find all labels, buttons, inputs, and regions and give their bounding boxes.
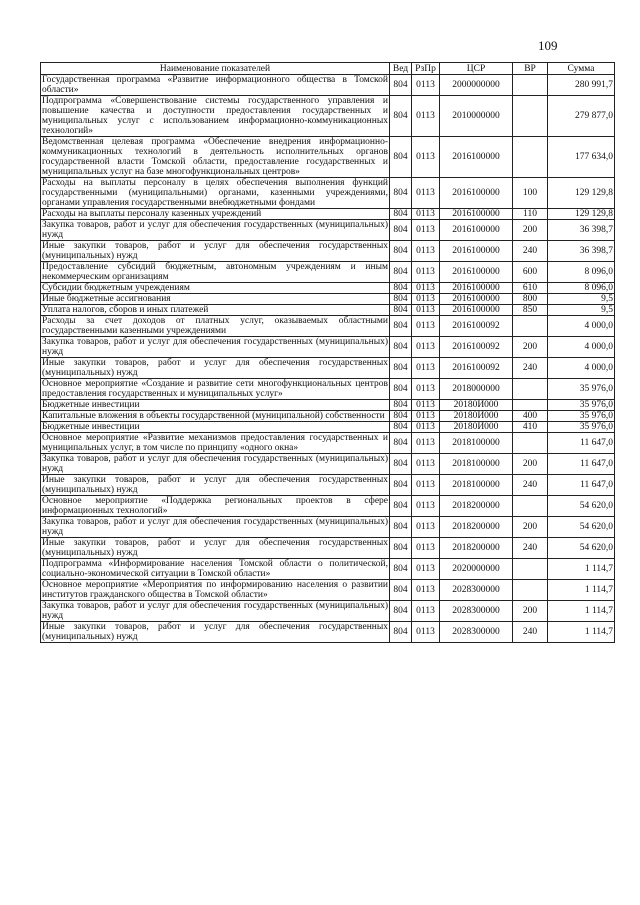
table-row (41, 538, 615, 559)
row-sum: 4 000,0 (548, 337, 615, 358)
row-sum: 54 620,0 (548, 496, 615, 517)
table-row (41, 209, 615, 220)
row-csr: 2018100000 (440, 475, 513, 496)
row-sum: 279 877,0 (548, 96, 615, 137)
row-ved: 804 (390, 433, 412, 454)
table-row (41, 283, 615, 294)
row-rzpr: 0113 (412, 283, 440, 294)
row-vr: 200 (513, 220, 548, 241)
row-rzpr: 0113 (412, 400, 440, 411)
table-row (41, 178, 615, 209)
row-vr (513, 559, 548, 580)
row-vr (513, 75, 548, 96)
row-vr: 200 (513, 454, 548, 475)
row-vr: 200 (513, 337, 548, 358)
row-sum: 177 634,0 (548, 137, 615, 178)
row-vr: 100 (513, 178, 548, 209)
row-rzpr: 0113 (412, 496, 440, 517)
row-rzpr: 0113 (412, 209, 440, 220)
table-row (41, 454, 615, 475)
row-sum: 1 114,7 (548, 580, 615, 601)
row-ved: 804 (390, 220, 412, 241)
header-vr: ВР (513, 63, 548, 75)
row-rzpr: 0113 (412, 305, 440, 316)
row-sum: 4 000,0 (548, 316, 615, 337)
table-header-row (41, 63, 615, 75)
row-ved: 804 (390, 358, 412, 379)
row-name: Основное мероприятие «Развитие механизмов предоставления государственных и муниципальных услуг, в том числе по принципу «одного окна» (42, 433, 388, 453)
row-name: Расходы на выплаты персоналу казенных учреждений (41, 209, 390, 220)
row-ved: 804 (390, 294, 412, 305)
header-name: Наименование показателей (41, 63, 390, 75)
row-name: Закупка товаров, работ и услуг для обеспечения государственных (муниципальных) нужд (42, 220, 388, 240)
row-vr: 410 (513, 422, 548, 433)
row-csr: 2028300000 (440, 580, 513, 601)
table-row (41, 137, 615, 178)
row-vr (513, 379, 548, 400)
row-sum: 8 096,0 (548, 283, 615, 294)
row-rzpr: 0113 (412, 538, 440, 559)
row-vr: 240 (513, 538, 548, 559)
row-name: Закупка товаров, работ и услуг для обеспечения государственных (муниципальных) нужд (42, 337, 388, 357)
row-name: Субсидии бюджетным учреждениям (41, 283, 390, 294)
row-sum: 35 976,0 (548, 422, 615, 433)
row-ved: 804 (390, 475, 412, 496)
row-name: Государственная программа «Развитие информационного общества в Томской области» (42, 75, 388, 95)
table-row (41, 262, 615, 283)
row-ved: 804 (390, 517, 412, 538)
row-vr: 610 (513, 283, 548, 294)
row-name: Иные закупки товаров, работ и услуг для обеспечения государственных (муниципальных) нужд (42, 358, 388, 378)
row-vr: 200 (513, 517, 548, 538)
row-ved: 804 (390, 538, 412, 559)
row-sum: 129 129,8 (548, 178, 615, 209)
row-sum: 9,5 (548, 305, 615, 316)
row-rzpr: 0113 (412, 517, 440, 538)
row-name: Иные закупки товаров, работ и услуг для обеспечения государственных (муниципальных) нужд (42, 538, 388, 558)
row-name: Подпрограмма «Информирование населения Томской области о политической, социально-экономической ситуации в Томской области» (42, 559, 388, 579)
row-name: Расходы на выплаты персоналу в целях обеспечения выполнения функций государственными (муниципальными) органами, казенными учреждениями, органами управления государственными внебюджетными фондами (42, 178, 388, 208)
row-name: Подпрограмма «Совершенствование системы государственного управления и повышение качества и доступности предоставления государственных и муниципальных услуг с использованием информационно-коммуникационных технологий» (42, 96, 388, 136)
row-sum: 35 976,0 (548, 411, 615, 422)
row-csr: 20180И000 (440, 422, 513, 433)
row-rzpr: 0113 (412, 337, 440, 358)
table-row (41, 75, 615, 96)
row-vr: 850 (513, 305, 548, 316)
row-name: Иные закупки товаров, работ и услуг для обеспечения государственных (муниципальных) нужд (42, 622, 388, 642)
row-ved: 804 (390, 305, 412, 316)
table-row (41, 601, 615, 622)
row-rzpr: 0113 (412, 580, 440, 601)
row-csr: 2018200000 (440, 517, 513, 538)
row-csr: 2016100000 (440, 262, 513, 283)
table-row (41, 358, 615, 379)
row-ved: 804 (390, 283, 412, 294)
row-ved: 804 (390, 559, 412, 580)
header-rzpr: РзПр (412, 63, 440, 75)
row-sum: 54 620,0 (548, 517, 615, 538)
row-csr: 2016100000 (440, 209, 513, 220)
table-row (41, 241, 615, 262)
row-name: Иные бюджетные ассигнования (41, 294, 390, 305)
header-ved: Вед (390, 63, 412, 75)
row-name: Основное мероприятие «Мероприятия по информированию населения о развитии институтов гражданского общества в Томской области» (42, 580, 388, 600)
row-csr: 2028300000 (440, 622, 513, 643)
table-row (41, 337, 615, 358)
row-csr: 2016100000 (440, 294, 513, 305)
table-row (41, 379, 615, 400)
row-sum: 9,5 (548, 294, 615, 305)
row-ved: 804 (390, 178, 412, 209)
table-row (41, 517, 615, 538)
row-rzpr: 0113 (412, 411, 440, 422)
row-ved: 804 (390, 241, 412, 262)
row-ved: 804 (390, 96, 412, 137)
row-ved: 804 (390, 454, 412, 475)
row-rzpr: 0113 (412, 75, 440, 96)
row-sum: 1 114,7 (548, 601, 615, 622)
row-rzpr: 0113 (412, 358, 440, 379)
row-rzpr: 0113 (412, 559, 440, 580)
row-rzpr: 0113 (412, 178, 440, 209)
row-csr: 2000000000 (440, 75, 513, 96)
row-rzpr: 0113 (412, 475, 440, 496)
row-sum: 36 398,7 (548, 241, 615, 262)
row-vr (513, 96, 548, 137)
row-csr: 2018100000 (440, 454, 513, 475)
table-row (41, 316, 615, 337)
row-ved: 804 (390, 75, 412, 96)
row-ved: 804 (390, 379, 412, 400)
row-ved: 804 (390, 580, 412, 601)
row-sum: 4 000,0 (548, 358, 615, 379)
table-row (41, 496, 615, 517)
row-ved: 804 (390, 400, 412, 411)
table-row (41, 559, 615, 580)
table-row (41, 220, 615, 241)
row-rzpr: 0113 (412, 622, 440, 643)
table-row (41, 422, 615, 433)
table-row (41, 433, 615, 454)
row-sum: 35 976,0 (548, 379, 615, 400)
row-sum: 1 114,7 (548, 622, 615, 643)
row-ved: 804 (390, 411, 412, 422)
row-vr: 800 (513, 294, 548, 305)
row-name: Основное мероприятие «Создание и развитие сети многофункциональных центров предоставления государственных и муниципальных услуг» (42, 379, 388, 399)
row-csr: 2016100092 (440, 316, 513, 337)
row-sum: 36 398,7 (548, 220, 615, 241)
table-row (41, 305, 615, 316)
row-vr (513, 316, 548, 337)
budget-table (40, 62, 615, 643)
row-rzpr: 0113 (412, 601, 440, 622)
row-rzpr: 0113 (412, 137, 440, 178)
row-vr (513, 137, 548, 178)
table-row (41, 580, 615, 601)
row-name: Уплата налогов, сборов и иных платежей (41, 305, 390, 316)
row-ved: 804 (390, 622, 412, 643)
row-csr: 2016100000 (440, 220, 513, 241)
row-ved: 804 (390, 137, 412, 178)
row-name: Иные закупки товаров, работ и услуг для обеспечения государственных (муниципальных) нужд (42, 241, 388, 261)
row-name: Основное мероприятие «Поддержка региональных проектов в сфере информационных технологий» (42, 496, 388, 516)
row-name: Предоставление субсидий бюджетным, автономным учреждениям и иным некоммерческим организациям (42, 262, 388, 282)
row-vr: 240 (513, 475, 548, 496)
row-name: Закупка товаров, работ и услуг для обеспечения государственных (муниципальных) нужд (42, 454, 388, 474)
row-ved: 804 (390, 337, 412, 358)
row-csr: 2016100000 (440, 178, 513, 209)
row-csr: 2016100000 (440, 137, 513, 178)
row-rzpr: 0113 (412, 220, 440, 241)
row-ved: 804 (390, 209, 412, 220)
row-vr (513, 496, 548, 517)
row-vr: 200 (513, 601, 548, 622)
row-sum: 54 620,0 (548, 538, 615, 559)
row-name: Закупка товаров, работ и услуг для обеспечения государственных (муниципальных) нужд (42, 517, 388, 537)
row-ved: 804 (390, 262, 412, 283)
row-ved: 804 (390, 316, 412, 337)
row-sum: 129 129,8 (548, 209, 615, 220)
row-name: Капитальные вложения в объекты государственной (муниципальной) собственности (41, 411, 390, 422)
row-csr: 2010000000 (440, 96, 513, 137)
table-row (41, 400, 615, 411)
row-name: Закупка товаров, работ и услуг для обеспечения государственных (муниципальных) нужд (42, 601, 388, 621)
row-name: Иные закупки товаров, работ и услуг для обеспечения государственных (муниципальных) нужд (42, 475, 388, 495)
row-vr (513, 580, 548, 601)
row-vr (513, 400, 548, 411)
row-rzpr: 0113 (412, 262, 440, 283)
row-rzpr: 0113 (412, 422, 440, 433)
row-vr: 400 (513, 411, 548, 422)
row-ved: 804 (390, 496, 412, 517)
row-ved: 804 (390, 601, 412, 622)
row-name: Бюджетные инвестиции (41, 400, 390, 411)
row-sum: 11 647,0 (548, 454, 615, 475)
row-csr: 2020000000 (440, 559, 513, 580)
row-name: Бюджетные инвестиции (41, 422, 390, 433)
row-csr: 2028300000 (440, 601, 513, 622)
row-sum: 1 114,7 (548, 559, 615, 580)
row-csr: 2016100000 (440, 305, 513, 316)
row-csr: 2018000000 (440, 379, 513, 400)
table-row (41, 475, 615, 496)
row-rzpr: 0113 (412, 433, 440, 454)
row-rzpr: 0113 (412, 96, 440, 137)
row-vr: 240 (513, 241, 548, 262)
row-rzpr: 0113 (412, 379, 440, 400)
row-csr: 2018200000 (440, 538, 513, 559)
row-rzpr: 0113 (412, 316, 440, 337)
row-sum: 11 647,0 (548, 475, 615, 496)
row-sum: 280 991,7 (548, 75, 615, 96)
row-sum: 8 096,0 (548, 262, 615, 283)
row-vr: 240 (513, 358, 548, 379)
row-sum: 11 647,0 (548, 433, 615, 454)
row-rzpr: 0113 (412, 294, 440, 305)
row-vr: 240 (513, 622, 548, 643)
row-csr: 20180И000 (440, 411, 513, 422)
row-vr (513, 433, 548, 454)
row-csr: 2016100000 (440, 241, 513, 262)
header-csr: ЦСР (440, 63, 513, 75)
row-vr: 600 (513, 262, 548, 283)
row-sum: 35 976,0 (548, 400, 615, 411)
row-ved: 804 (390, 422, 412, 433)
row-csr: 2016100000 (440, 283, 513, 294)
table-row (41, 294, 615, 305)
row-rzpr: 0113 (412, 241, 440, 262)
row-vr: 110 (513, 209, 548, 220)
row-csr: 20180И000 (440, 400, 513, 411)
table-row (41, 622, 615, 643)
row-csr: 2018200000 (440, 496, 513, 517)
row-csr: 2016100092 (440, 337, 513, 358)
page-number: 109 (538, 38, 558, 53)
row-rzpr: 0113 (412, 454, 440, 475)
table-row (41, 96, 615, 137)
row-csr: 2016100092 (440, 358, 513, 379)
row-name: Расходы за счет доходов от платных услуг, оказываемых областными государственными казенными учреждениями (42, 316, 388, 336)
table-row (41, 411, 615, 422)
row-csr: 2018100000 (440, 433, 513, 454)
row-name: Ведомственная целевая программа «Обеспечение внедрения информационно-коммуникационных технологий в деятельность исполнительных органов государственной власти Томской области, предоставление государственных и муниципальных услуг на базе многофункциональных центров» (42, 137, 388, 177)
header-sum: Сумма (548, 63, 615, 75)
